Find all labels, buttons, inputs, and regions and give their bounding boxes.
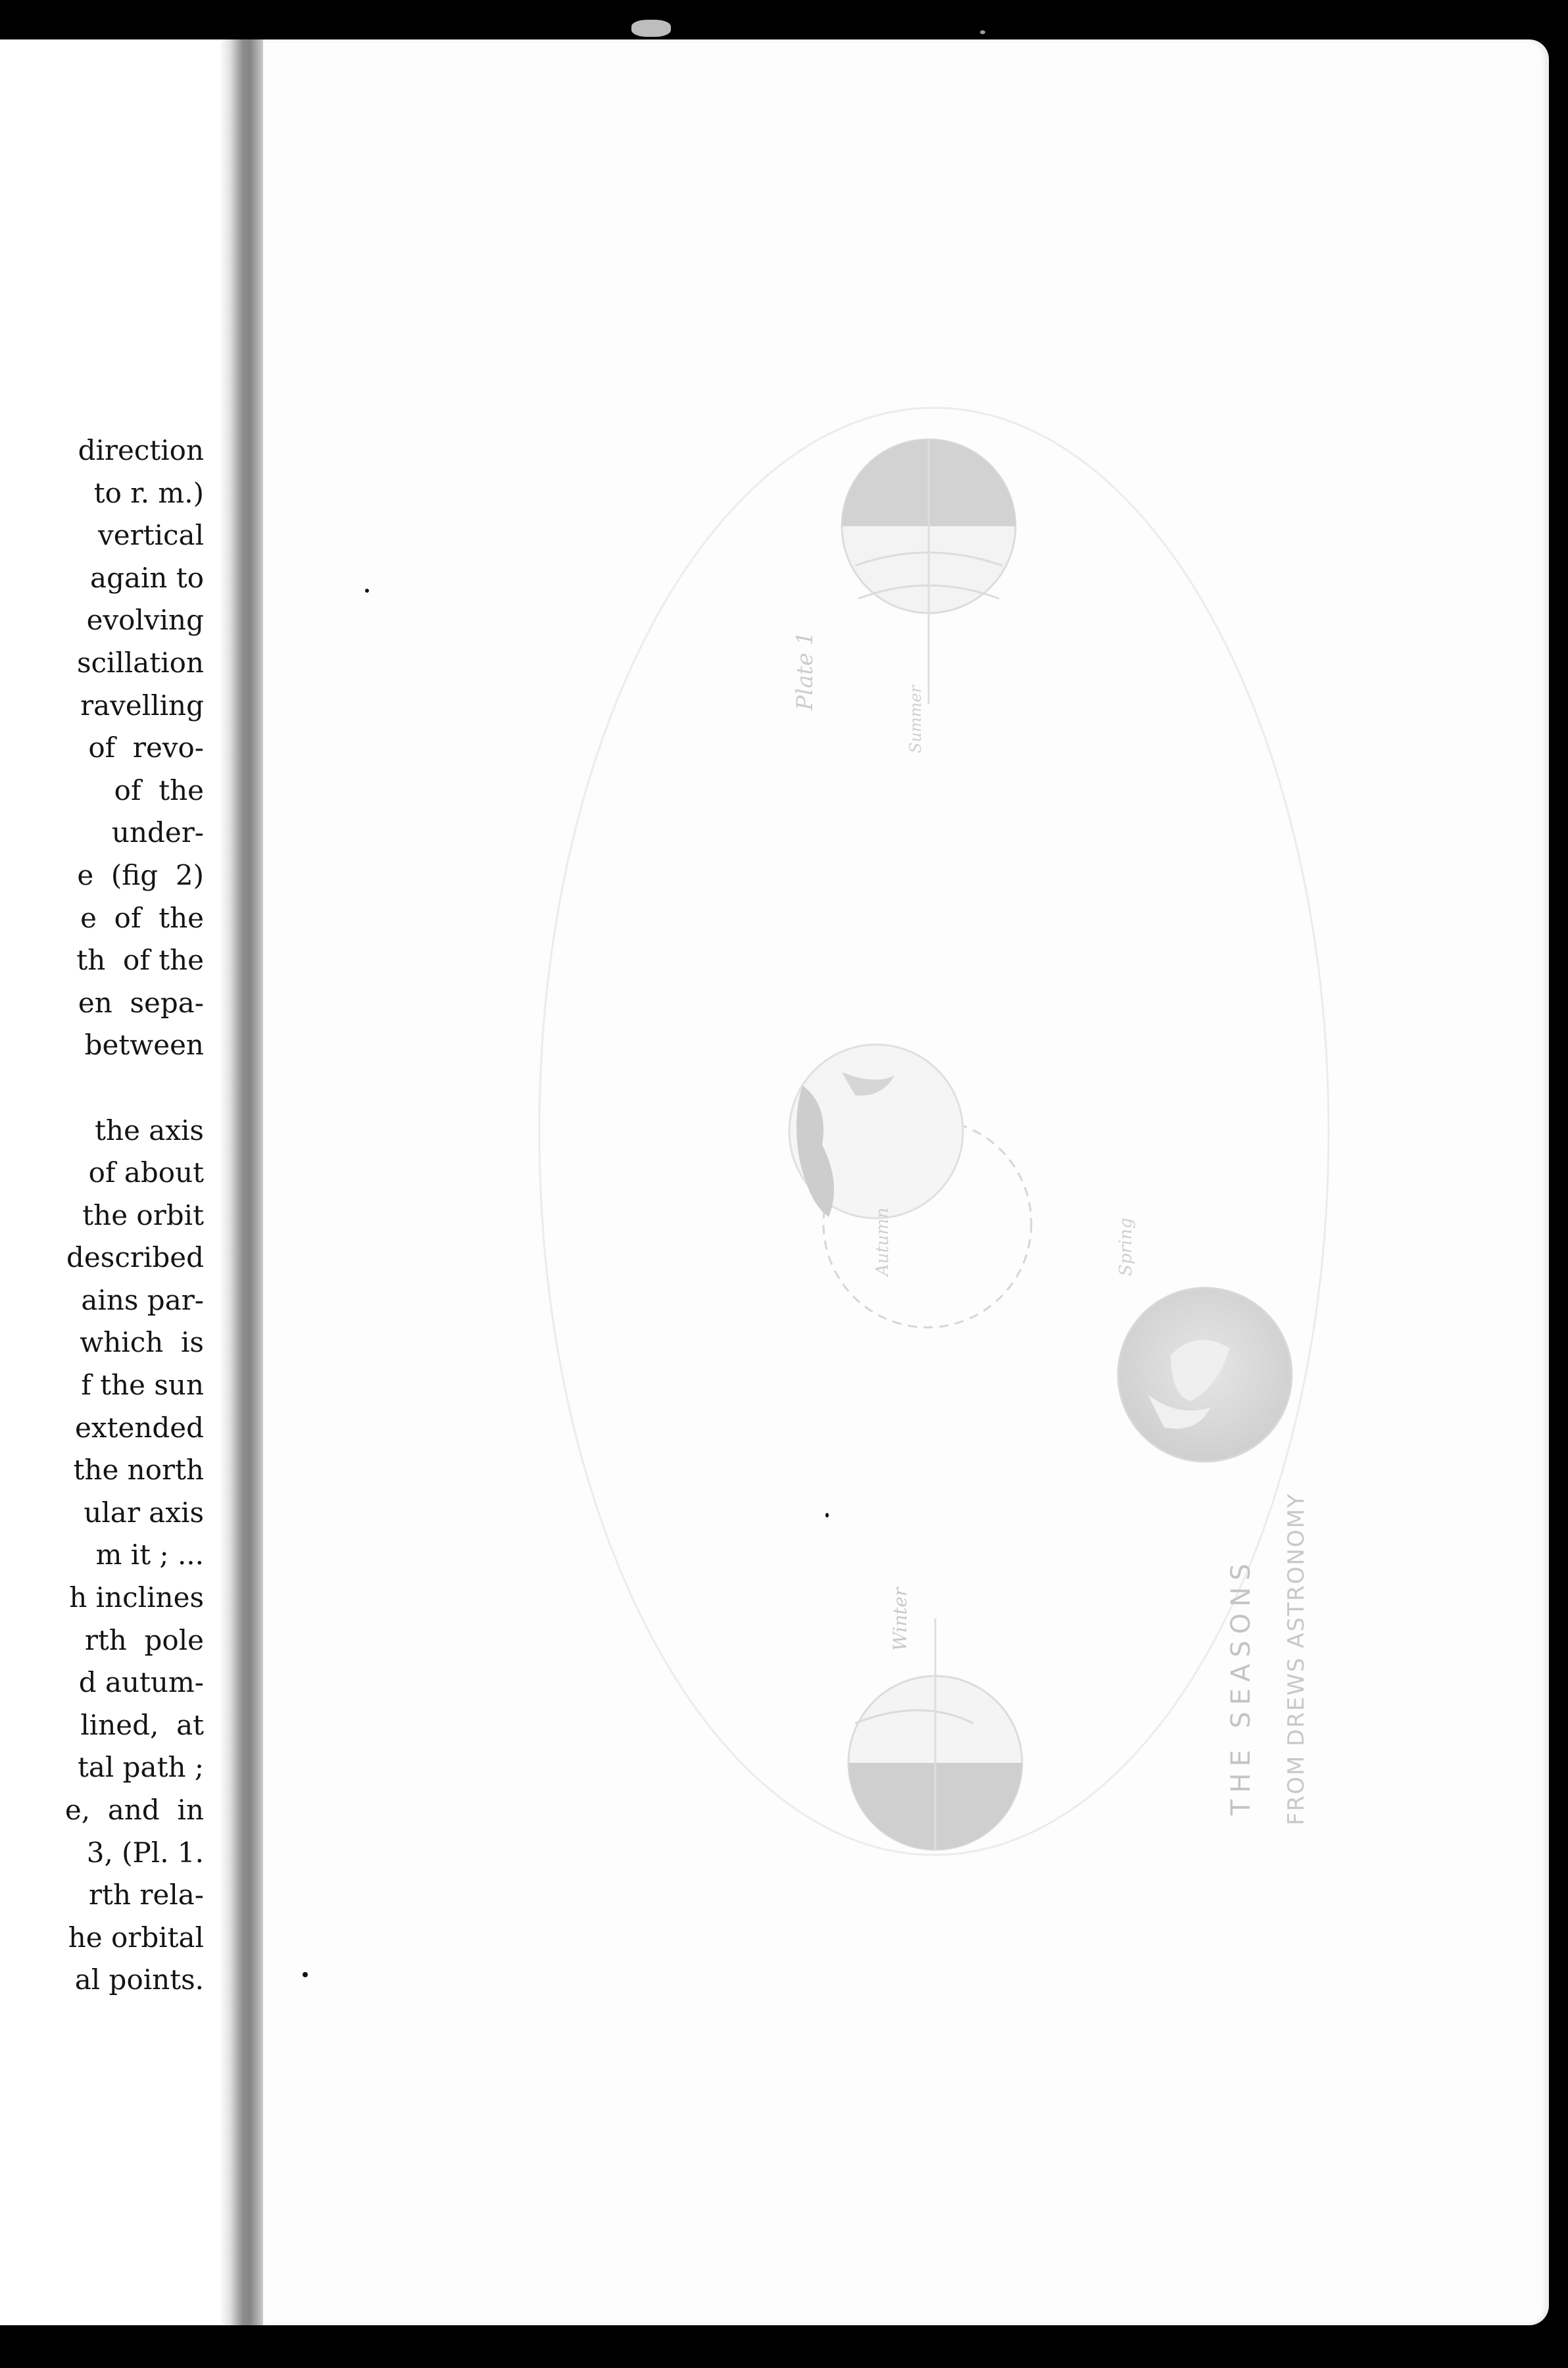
left-page-text: direction to r. m.) vertical again to evolving scillation ravelling of revo- of the under- e (fig 2) e of the th of the en sepa- between the axis of about the orbit described ains par- which is f the sun extended the north ular axis m it ; ... h inclines rth pole d autum- lined, at tal path ; e, and in 3, (Pl. 1. rth rela- he orbital al points. xyxy=(64,434,204,1996)
winter-globe xyxy=(848,1618,1022,1850)
plate-number-label: Plate 1 xyxy=(792,631,818,710)
summer-globe xyxy=(842,439,1016,704)
print-speck xyxy=(365,589,369,593)
autumn-globe xyxy=(789,1045,963,1218)
plate-title: THE SEASONS xyxy=(1226,1557,1256,1815)
spring-globe xyxy=(1118,1288,1292,1462)
scan-speck xyxy=(980,30,985,34)
print-speck xyxy=(825,1513,829,1517)
seasons-plate xyxy=(263,39,1549,2325)
autumn-label: Autumn xyxy=(873,1207,893,1276)
scan-speck xyxy=(631,20,671,37)
plate-source: FROM DREWS ASTRONOMY xyxy=(1283,1492,1310,1825)
summer-label: Summer xyxy=(906,685,925,753)
spring-label: Spring xyxy=(1116,1218,1136,1276)
winter-label: Winter xyxy=(889,1587,911,1651)
left-page xyxy=(0,39,229,2325)
print-speck xyxy=(303,1972,308,1977)
right-page xyxy=(263,39,1549,2325)
